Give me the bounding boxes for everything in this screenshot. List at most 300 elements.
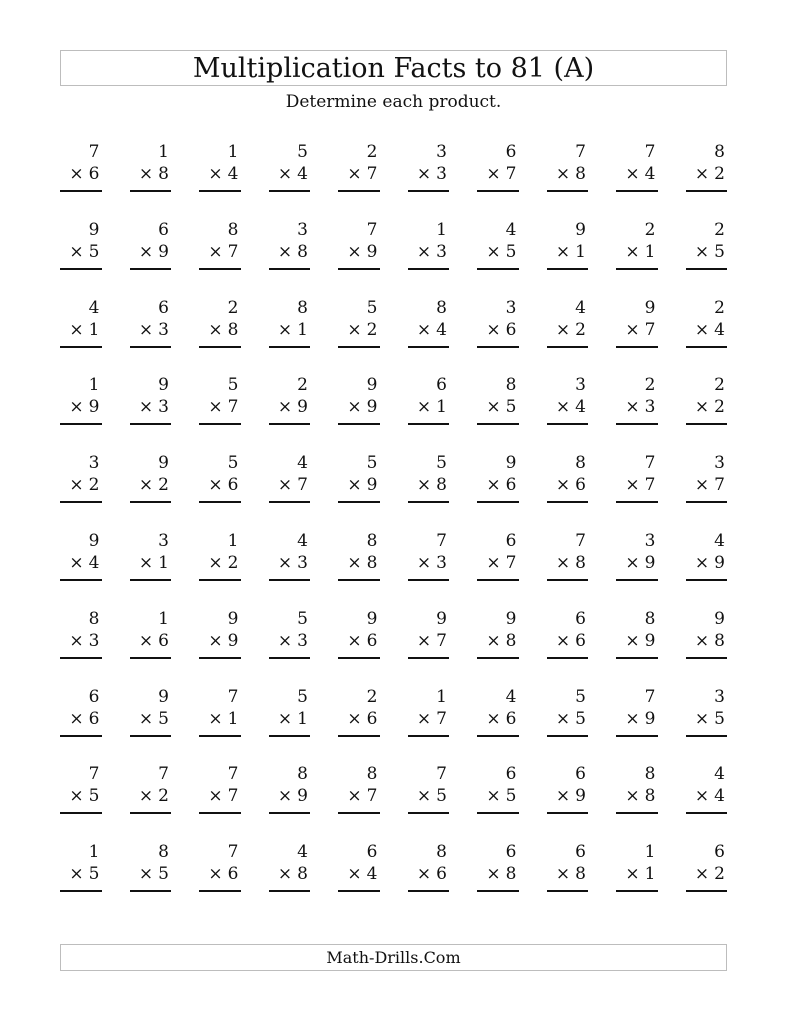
multiplier: 3 (158, 319, 169, 340)
times-sign: × (555, 552, 571, 573)
multiplication-problem (338, 220, 380, 298)
multiplier: 6 (88, 164, 100, 184)
multiplication-problem (338, 453, 380, 531)
multiplier-row (547, 242, 589, 270)
times-sign: × (694, 552, 710, 573)
multiplier: 5 (436, 786, 447, 807)
multiplicand: 3 (644, 530, 656, 551)
multiplication-problem (60, 687, 102, 765)
multiplier: 6 (575, 630, 586, 651)
multiplication-problem (616, 531, 658, 609)
multiplier: 2 (158, 786, 169, 807)
multiplier-row (199, 164, 241, 192)
multiplication-problem (547, 453, 589, 531)
times-sign: × (277, 241, 293, 262)
multiplicand: 9 (366, 608, 378, 629)
multiplier-row (60, 553, 102, 581)
multiplier: 5 (505, 786, 517, 807)
multiplier: 8 (297, 241, 308, 262)
multiplicand: 5 (297, 142, 308, 162)
multiplicand: 8 (644, 764, 656, 785)
multiplication-problem (269, 220, 311, 298)
times-sign: × (416, 164, 432, 184)
multiplicand: 8 (505, 375, 517, 396)
multiplicand: 7 (88, 142, 100, 162)
multiplication-problem (686, 764, 728, 842)
multiplier-row (130, 475, 172, 503)
multiplicand: 6 (505, 842, 517, 863)
multiplier: 6 (227, 864, 239, 885)
multiplicand: 9 (158, 375, 169, 396)
multiplication-problem (199, 453, 241, 531)
multiplication-problem (408, 375, 450, 453)
multiplication-problem (130, 375, 172, 453)
multiplier-row (60, 164, 102, 192)
multiplier-row (547, 475, 589, 503)
multiplication-problem (477, 687, 519, 765)
multiplier: 5 (88, 786, 100, 807)
multiplicand: 1 (644, 842, 656, 863)
multiplication-problem (199, 142, 241, 220)
times-sign: × (486, 475, 501, 496)
multiplication-problem (408, 453, 450, 531)
times-sign: × (486, 864, 501, 885)
multiplier-row (269, 864, 311, 892)
multiplication-problem (547, 764, 589, 842)
multiplication-problem (477, 764, 519, 842)
multiplier: 8 (505, 630, 517, 651)
multiplicand: 6 (436, 375, 447, 396)
times-sign: × (208, 708, 223, 729)
times-sign: × (694, 786, 710, 807)
multiplier: 9 (297, 786, 308, 807)
multiplication-problem (408, 609, 450, 687)
multiplication-problem (130, 842, 172, 920)
multiplication-problem (477, 453, 519, 531)
multiplier-row (269, 164, 311, 192)
times-sign: × (347, 397, 362, 418)
multiplier: 2 (714, 864, 725, 885)
multiplicand: 5 (366, 453, 378, 474)
multiplication-problem (547, 842, 589, 920)
times-sign: × (416, 397, 432, 418)
times-sign: × (208, 241, 223, 262)
multiplicand: 3 (88, 453, 100, 474)
times-sign: × (277, 630, 293, 651)
multiplier-row (686, 242, 728, 270)
times-sign: × (555, 397, 571, 418)
multiplicand: 3 (436, 142, 447, 162)
multiplicand: 1 (88, 375, 100, 396)
multiplier: 7 (436, 630, 447, 651)
times-sign: × (138, 864, 154, 885)
times-sign: × (347, 241, 362, 262)
multiplicand: 7 (88, 764, 100, 785)
multiplicand: 8 (436, 297, 447, 318)
multiplication-problem (60, 453, 102, 531)
multiplier-row (130, 864, 172, 892)
multiplicand: 9 (88, 219, 100, 240)
multiplier: 1 (297, 319, 308, 340)
times-sign: × (555, 708, 571, 729)
times-sign: × (138, 319, 154, 340)
multiplication-problem (60, 142, 102, 220)
times-sign: × (347, 475, 362, 496)
multiplication-problem (616, 298, 658, 376)
multiplier-row (616, 786, 658, 814)
times-sign: × (138, 397, 154, 418)
title-box (60, 50, 727, 86)
multiplicand: 5 (575, 686, 586, 707)
times-sign: × (416, 475, 432, 496)
multiplication-problem (269, 609, 311, 687)
multiplier-row (130, 786, 172, 814)
multiplier-row (199, 786, 241, 814)
multiplier: 6 (366, 630, 378, 651)
times-sign: × (69, 786, 84, 807)
times-sign: × (694, 630, 710, 651)
multiplication-problem (477, 220, 519, 298)
multiplicand: 8 (297, 764, 308, 785)
multiplier-row (686, 786, 728, 814)
multiplicand: 1 (436, 219, 447, 240)
multiplier: 4 (227, 164, 239, 184)
multiplicand: 1 (88, 842, 100, 863)
multiplier: 9 (297, 397, 308, 418)
multiplier-row (130, 553, 172, 581)
times-sign: × (69, 319, 84, 340)
multiplier-row (60, 320, 102, 348)
multiplication-problem (269, 453, 311, 531)
times-sign: × (347, 164, 362, 184)
multiplicand: 9 (88, 530, 100, 551)
multiplicand: 3 (505, 297, 517, 318)
multiplier: 7 (436, 708, 447, 729)
multiplier-row (269, 475, 311, 503)
multiplier-row (616, 631, 658, 659)
multiplicand: 6 (575, 764, 586, 785)
multiplier-row (269, 320, 311, 348)
page-title: Multiplication Facts to 81 (A) (192, 52, 595, 84)
multiplier: 3 (436, 164, 447, 184)
multiplication-problem (130, 609, 172, 687)
times-sign: × (694, 397, 710, 418)
multiplier-row (408, 786, 450, 814)
multiplication-problem (338, 764, 380, 842)
times-sign: × (486, 319, 501, 340)
times-sign: × (625, 552, 640, 573)
multiplicand: 4 (505, 686, 517, 707)
multiplier-row (477, 709, 519, 737)
multiplicand: 7 (644, 453, 656, 474)
multiplication-problem (60, 764, 102, 842)
multiplier: 9 (714, 552, 725, 573)
times-sign: × (69, 475, 84, 496)
multiplicand: 9 (158, 453, 169, 474)
multiplier: 3 (436, 241, 447, 262)
multiplier: 1 (158, 552, 169, 573)
multiplier-row (269, 631, 311, 659)
multiplier: 3 (158, 397, 169, 418)
times-sign: × (486, 397, 501, 418)
times-sign: × (277, 864, 293, 885)
multiplicand: 3 (575, 375, 586, 396)
times-sign: × (625, 241, 640, 262)
multiplier-row (477, 553, 519, 581)
multiplicand: 2 (366, 142, 378, 162)
multiplier: 6 (88, 708, 100, 729)
multiplier-row (408, 397, 450, 425)
times-sign: × (69, 397, 84, 418)
multiplicand: 1 (436, 686, 447, 707)
multiplier-row (269, 553, 311, 581)
multiplication-problem (338, 375, 380, 453)
multiplier-row (408, 864, 450, 892)
times-sign: × (138, 708, 154, 729)
multiplier-row (130, 397, 172, 425)
multiplier: 8 (227, 319, 239, 340)
multiplier-row (616, 397, 658, 425)
multiplicand: 3 (158, 530, 169, 551)
multiplier-row (686, 164, 728, 192)
times-sign: × (347, 319, 362, 340)
multiplier-row (477, 164, 519, 192)
multiplier: 8 (575, 164, 586, 184)
multiplication-problem (408, 220, 450, 298)
multiplier-row (60, 864, 102, 892)
times-sign: × (277, 552, 293, 573)
multiplier: 2 (714, 164, 725, 184)
multiplier-row (408, 553, 450, 581)
multiplier-row (408, 631, 450, 659)
multiplier-row (547, 864, 589, 892)
multiplication-problem (686, 142, 728, 220)
times-sign: × (138, 630, 154, 651)
multiplier: 5 (158, 708, 169, 729)
multiplier: 4 (714, 786, 725, 807)
times-sign: × (138, 241, 154, 262)
multiplicand: 6 (505, 764, 517, 785)
times-sign: × (416, 241, 432, 262)
times-sign: × (555, 630, 571, 651)
multiplicand: 7 (436, 530, 447, 551)
multiplier-row (547, 786, 589, 814)
multiplier: 1 (88, 319, 100, 340)
times-sign: × (138, 164, 154, 184)
multiplication-problem (338, 687, 380, 765)
multiplicand: 5 (227, 375, 239, 396)
multiplication-problem (60, 375, 102, 453)
multiplier: 9 (644, 552, 656, 573)
multiplier-row (547, 320, 589, 348)
multiplicand: 7 (227, 764, 239, 785)
multiplier: 8 (297, 864, 308, 885)
multiplication-problem (477, 842, 519, 920)
multiplier: 7 (227, 241, 239, 262)
times-sign: × (625, 630, 640, 651)
multiplication-problem (130, 531, 172, 609)
multiplier-row (477, 631, 519, 659)
times-sign: × (208, 552, 223, 573)
multiplier-row (686, 320, 728, 348)
multiplication-problem (60, 609, 102, 687)
multiplier-row (477, 320, 519, 348)
multiplier-row (616, 164, 658, 192)
multiplication-problem (616, 842, 658, 920)
times-sign: × (486, 552, 501, 573)
multiplicand: 6 (158, 219, 169, 240)
multiplier: 5 (88, 864, 100, 885)
multiplication-problem (60, 531, 102, 609)
multiplicand: 9 (644, 297, 656, 318)
multiplication-problem (408, 687, 450, 765)
multiplicand: 6 (366, 842, 378, 863)
multiplier: 8 (366, 552, 378, 573)
multiplication-problem (130, 453, 172, 531)
multiplication-problem (269, 142, 311, 220)
times-sign: × (694, 319, 710, 340)
multiplier: 3 (644, 397, 656, 418)
multiplicand: 4 (714, 530, 725, 551)
times-sign: × (625, 397, 640, 418)
multiplication-problem (686, 453, 728, 531)
multiplicand: 2 (644, 219, 656, 240)
multiplication-problem (199, 375, 241, 453)
multiplicand: 6 (575, 842, 586, 863)
multiplier: 3 (88, 630, 100, 651)
times-sign: × (277, 786, 293, 807)
times-sign: × (138, 786, 154, 807)
multiplier: 5 (505, 397, 517, 418)
multiplication-problem (686, 687, 728, 765)
times-sign: × (208, 630, 223, 651)
multiplication-problem (616, 687, 658, 765)
multiplier-row (616, 475, 658, 503)
multiplicand: 9 (227, 608, 239, 629)
multiplier: 8 (644, 786, 656, 807)
times-sign: × (486, 164, 501, 184)
multiplier: 1 (575, 241, 586, 262)
times-sign: × (69, 164, 84, 184)
multiplier-row (269, 242, 311, 270)
multiplier-row (60, 631, 102, 659)
multiplier: 9 (88, 397, 100, 418)
times-sign: × (69, 708, 84, 729)
multiplicand: 4 (505, 219, 517, 240)
times-sign: × (208, 864, 223, 885)
multiplication-problem (477, 142, 519, 220)
times-sign: × (69, 552, 84, 573)
multiplication-problem (130, 687, 172, 765)
multiplier: 7 (644, 319, 656, 340)
times-sign: × (416, 319, 432, 340)
multiplier: 7 (644, 475, 656, 496)
times-sign: × (69, 630, 84, 651)
multiplicand: 2 (366, 686, 378, 707)
multiplier: 9 (575, 786, 586, 807)
multiplicand: 7 (575, 142, 586, 162)
multiplicand: 1 (227, 142, 239, 162)
times-sign: × (416, 708, 432, 729)
multiplier: 5 (575, 708, 586, 729)
multiplication-problem (130, 764, 172, 842)
multiplication-problem (130, 142, 172, 220)
multiplier-row (477, 242, 519, 270)
multiplier-row (686, 709, 728, 737)
times-sign: × (69, 864, 84, 885)
multiplication-problem (199, 298, 241, 376)
multiplier: 7 (366, 164, 378, 184)
multiplicand: 5 (297, 608, 308, 629)
multiplicand: 4 (297, 453, 308, 474)
multiplication-problem (130, 298, 172, 376)
multiplier-row (408, 320, 450, 348)
multiplier-row (60, 397, 102, 425)
multiplication-problem (269, 842, 311, 920)
multiplier-row (269, 709, 311, 737)
times-sign: × (625, 864, 640, 885)
multiplier: 7 (297, 475, 308, 496)
multiplicand: 2 (227, 297, 239, 318)
multiplicand: 6 (158, 297, 169, 318)
multiplier: 1 (436, 397, 447, 418)
multiplier: 6 (575, 475, 586, 496)
multiplier: 7 (505, 164, 517, 184)
multiplier: 8 (436, 475, 447, 496)
multiplicand: 9 (505, 453, 517, 474)
multiplier: 4 (366, 864, 378, 885)
footer-box (60, 944, 727, 971)
multiplier-row (199, 320, 241, 348)
times-sign: × (208, 319, 223, 340)
multiplier-row (547, 164, 589, 192)
times-sign: × (138, 552, 154, 573)
multiplier: 4 (297, 164, 308, 184)
times-sign: × (486, 630, 501, 651)
multiplicand: 7 (227, 842, 239, 863)
times-sign: × (277, 397, 293, 418)
times-sign: × (694, 241, 710, 262)
multiplier: 2 (158, 475, 169, 496)
multiplier: 8 (575, 552, 586, 573)
multiplier: 5 (714, 241, 725, 262)
multiplier: 4 (575, 397, 586, 418)
multiplicand: 8 (366, 764, 378, 785)
multiplicand: 7 (644, 142, 656, 162)
multiplicand: 5 (297, 686, 308, 707)
multiplier-row (338, 709, 380, 737)
multiplicand: 9 (436, 608, 447, 629)
multiplier-row (477, 475, 519, 503)
times-sign: × (555, 241, 571, 262)
multiplicand: 4 (297, 842, 308, 863)
multiplication-problem (60, 842, 102, 920)
multiplier-row (686, 631, 728, 659)
multiplier: 2 (714, 397, 725, 418)
multiplicand: 3 (714, 453, 725, 474)
multiplier: 6 (505, 319, 517, 340)
multiplier: 9 (158, 241, 169, 262)
times-sign: × (416, 630, 432, 651)
multiplicand: 4 (714, 764, 725, 785)
multiplier-row (199, 709, 241, 737)
multiplier-row (547, 553, 589, 581)
multiplier: 8 (714, 630, 725, 651)
multiplier-row (477, 786, 519, 814)
multiplicand: 3 (297, 219, 308, 240)
multiplication-problem (130, 220, 172, 298)
multiplier: 6 (227, 475, 239, 496)
